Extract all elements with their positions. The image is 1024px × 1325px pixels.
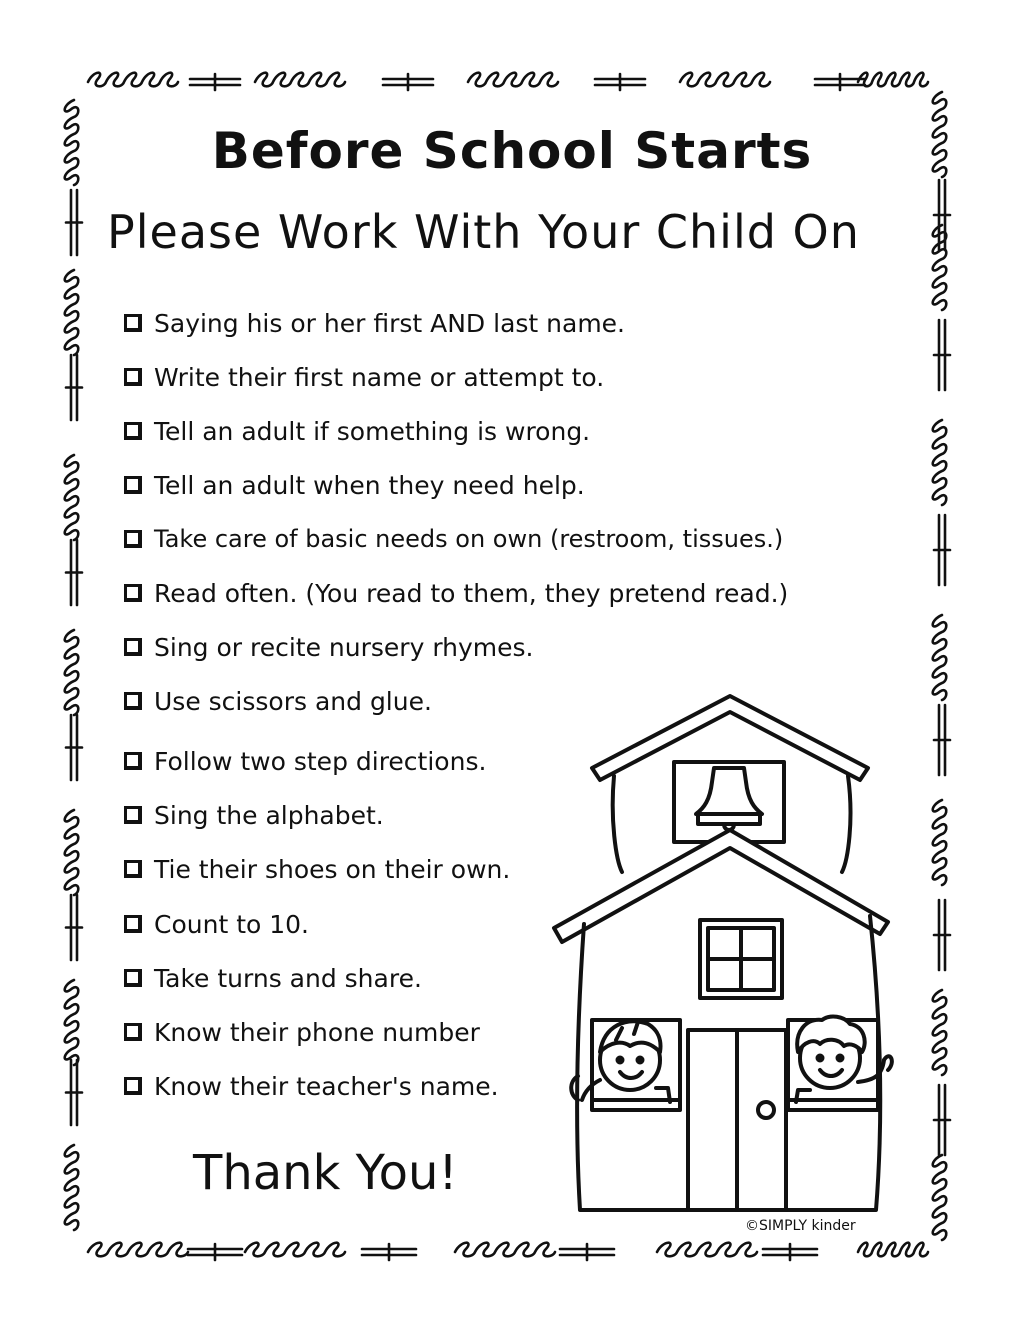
checkbox-icon[interactable] — [124, 752, 142, 770]
checklist-item[interactable] — [124, 1012, 480, 1052]
thank-you-text: Thank You! — [193, 1145, 458, 1201]
swirl-doodle-icon — [933, 990, 947, 1075]
checklist-item-label: Sing or recite nursery rhymes. — [154, 632, 534, 662]
checklist-item-label: Write their first name or attempt to. — [154, 362, 605, 392]
swirl-doodle-icon — [933, 420, 947, 505]
checklist-item[interactable] — [124, 958, 422, 998]
checklist-item[interactable] — [124, 1066, 499, 1106]
schoolhouse-icon — [548, 690, 898, 1220]
swirl-doodle-icon — [65, 810, 79, 895]
checkbox-icon[interactable] — [124, 638, 142, 656]
checklist-item-label: Count to 10. — [154, 909, 309, 939]
checklist-item[interactable] — [124, 411, 590, 451]
swirl-doodle-icon — [455, 1243, 555, 1257]
checklist-item[interactable] — [124, 519, 783, 559]
swirl-doodle-icon — [680, 73, 770, 87]
checklist-item[interactable] — [124, 904, 309, 944]
swirl-doodle-icon — [88, 73, 178, 87]
checkbox-icon[interactable] — [124, 860, 142, 878]
page-subtitle: Please Work With Your Child On — [107, 205, 860, 259]
checklist-item[interactable] — [124, 303, 625, 343]
swirl-doodle-icon — [255, 73, 345, 87]
checkbox-icon[interactable] — [124, 692, 142, 710]
checklist-item-label: Tell an adult if something is wrong. — [154, 416, 591, 446]
checkbox-icon[interactable] — [124, 530, 142, 548]
checkbox-icon[interactable] — [124, 422, 142, 440]
swirl-doodle-icon — [65, 270, 79, 355]
checkbox-icon[interactable] — [124, 476, 142, 494]
swirl-doodle-icon — [65, 455, 79, 540]
checklist-item-label: Know their teacher's name. — [154, 1071, 499, 1101]
checklist-item-label: Use scissors and glue. — [154, 686, 432, 716]
swirl-doodle-icon — [933, 615, 947, 700]
checklist-item[interactable] — [124, 627, 534, 667]
swirl-doodle-icon — [933, 1155, 947, 1240]
swirl-doodle-icon — [88, 1243, 188, 1257]
checklist-item-label: Read often. (You read to them, they pretend read.) — [154, 578, 789, 608]
checklist-item[interactable] — [124, 741, 486, 781]
page-title: Before School Starts — [211, 122, 813, 180]
swirl-doodle-icon — [858, 1243, 928, 1257]
checkbox-icon[interactable] — [124, 969, 142, 987]
checkbox-icon[interactable] — [124, 915, 142, 933]
checklist-item[interactable] — [124, 357, 604, 397]
swirl-doodle-icon — [657, 1243, 757, 1257]
checklist-item[interactable] — [124, 849, 510, 889]
checklist-item[interactable] — [124, 465, 585, 505]
swirl-doodle-icon — [858, 73, 928, 87]
checklist-item[interactable] — [124, 681, 432, 721]
checklist-item-label: Know their phone number — [154, 1017, 480, 1047]
checklist-item-label: Saying his or her first AND last name. — [154, 308, 626, 338]
checkbox-icon[interactable] — [124, 368, 142, 386]
copyright-credit: ©SIMPLY kinder — [745, 1218, 856, 1234]
checkbox-icon[interactable] — [124, 1077, 142, 1095]
checklist-item-label: Take care of basic needs on own (restroom, tissues.) — [154, 525, 784, 553]
checklist-item-label: Sing the alphabet. — [154, 800, 384, 830]
swirl-doodle-icon — [245, 1243, 345, 1257]
swirl-doodle-icon — [65, 1145, 79, 1230]
checklist-item-label: Take turns and share. — [154, 963, 422, 993]
checklist-item-label: Tell an adult when they need help. — [154, 470, 585, 500]
checkbox-icon[interactable] — [124, 1023, 142, 1041]
swirl-doodle-icon — [65, 980, 79, 1065]
checkbox-icon[interactable] — [124, 314, 142, 332]
swirl-doodle-icon — [933, 800, 947, 885]
checklist-item[interactable] — [124, 573, 788, 613]
swirl-doodle-icon — [468, 73, 558, 87]
checklist-item-label: Tie their shoes on their own. — [154, 854, 511, 884]
swirl-doodle-icon — [65, 630, 79, 715]
checkbox-icon[interactable] — [124, 806, 142, 824]
checklist-item-label: Follow two step directions. — [154, 746, 487, 776]
checkbox-icon[interactable] — [124, 584, 142, 602]
checklist-item[interactable] — [124, 795, 384, 835]
